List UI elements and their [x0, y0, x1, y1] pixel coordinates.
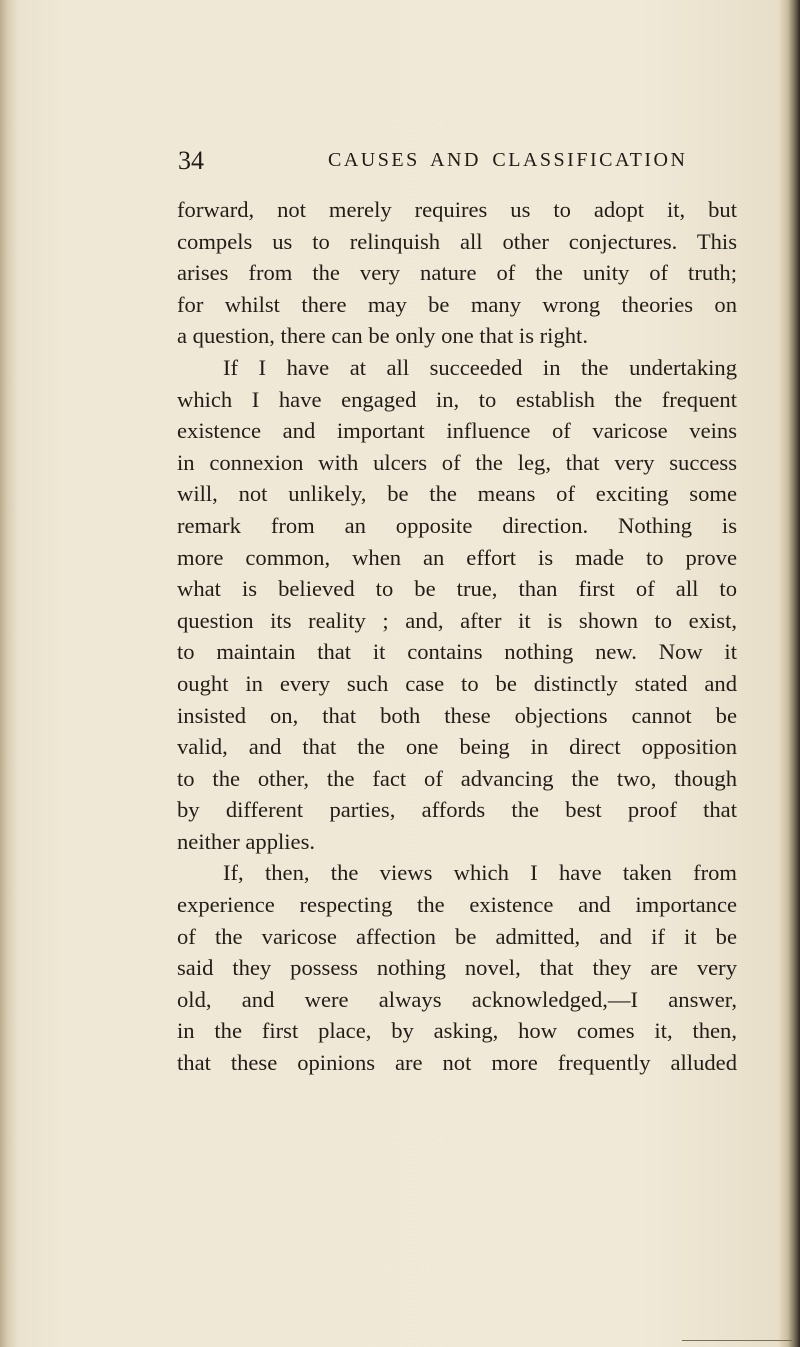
text-line: what is believed to be true, than first of all to: [177, 576, 737, 602]
running-head: CAUSES AND CLASSIFICATION: [328, 149, 688, 171]
text-line: that these opinions are not more frequently alluded: [177, 1050, 737, 1076]
page-bottom-edge: [682, 1340, 792, 1341]
text-line: compels us to relinquish all other conjectures. This: [177, 228, 737, 254]
text-line: old, and were always acknowledged,—I answer,: [177, 986, 737, 1012]
text-line: If, then, the views which I have taken from: [223, 860, 737, 886]
text-line: remark from an opposite direction. Nothing is: [177, 512, 737, 538]
text-line: arises from the very nature of the unity of truth;: [177, 260, 737, 286]
text-line: of the varicose affection be admitted, and if it be: [177, 923, 737, 949]
body-text: [177, 194, 737, 1079]
page-edge-shadow: [778, 0, 800, 1347]
text-line: insisted on, that both these objections cannot be: [177, 702, 737, 728]
text-line: question its reality ; and, after it is shown to exist,: [177, 607, 737, 633]
text-line: experience respecting the existence and importance: [177, 892, 737, 918]
text-line: which I have engaged in, to establish the frequent: [177, 386, 737, 412]
text-line: in the first place, by asking, how comes it, then,: [177, 1018, 737, 1044]
text-line: If I have at all succeeded in the undertaking: [223, 354, 737, 380]
page-gutter-shadow: [0, 0, 18, 1347]
text-line: more common, when an effort is made to prove: [177, 544, 737, 570]
text-line: to maintain that it contains nothing new. Now it: [177, 639, 737, 665]
text-line: valid, and that the one being in direct opposition: [177, 734, 737, 760]
text-line: existence and important influence of varicose veins: [177, 418, 737, 444]
text-line: said they possess nothing novel, that they are very: [177, 955, 737, 981]
text-line: ought in every such case to be distinctly stated and: [177, 670, 737, 696]
text-line: in connexion with ulcers of the leg, that very success: [177, 449, 737, 475]
text-line: a question, there can be only one that is right.: [177, 323, 588, 349]
page-header: [178, 146, 738, 180]
text-line: for whilst there may be many wrong theories on: [177, 291, 737, 317]
text-line: will, not unlikely, be the means of exciting some: [177, 481, 737, 507]
text-line: forward, not merely requires us to adopt it, but: [177, 197, 737, 222]
text-line: by different parties, affords the best proof that: [177, 797, 737, 823]
page-number: 34: [178, 146, 204, 175]
text-line: to the other, the fact of advancing the two, though: [177, 765, 737, 791]
text-line: neither applies.: [177, 828, 316, 854]
